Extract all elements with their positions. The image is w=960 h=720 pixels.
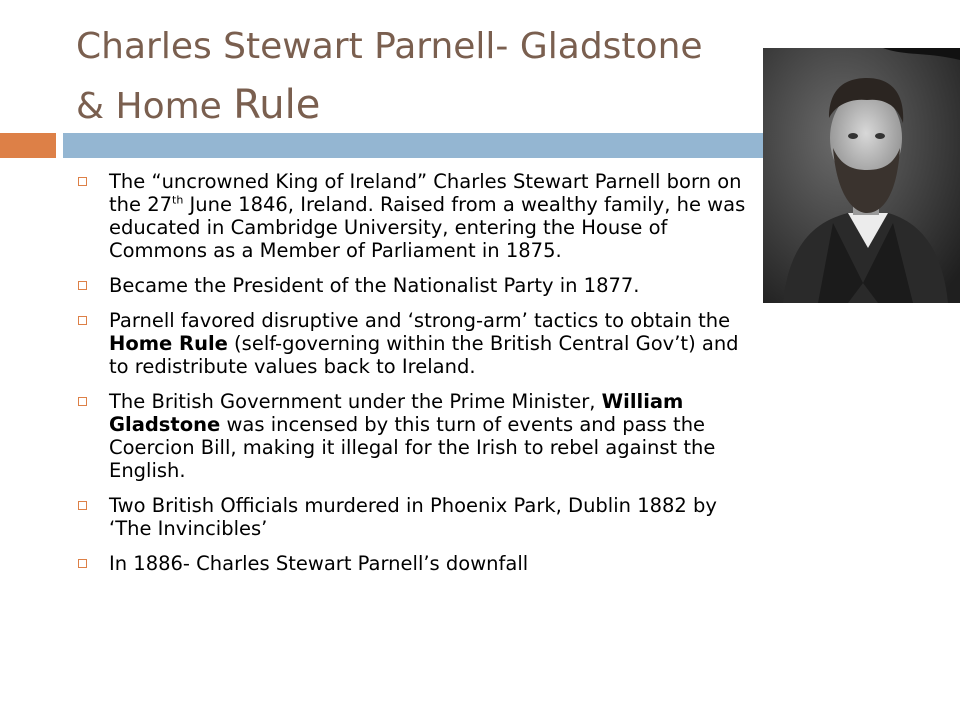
bullet-text-cont: (self-governing within the British Central Gov’t) and to redistribute values back to Ireland.: [109, 332, 739, 378]
title-line-2-part-a: & Home: [76, 86, 234, 127]
bullet-square-icon: [78, 397, 87, 406]
bullet-text: Became the President of the Nationalist Party in 1877.: [109, 274, 640, 297]
title-line-2-part-b: Rule: [233, 82, 321, 128]
bullet-text-cont: was incensed by this turn of events and pass the Coercion Bill, making it illegal for the Irish to rebel against the English.: [109, 413, 716, 482]
bullet-text: The “uncrowned King of Ireland” Charles Stewart Parnell born on the 27: [109, 170, 742, 216]
slide-title: [76, 18, 756, 136]
bullet-bold-text: Home Rule: [109, 332, 228, 355]
bullet-list: [76, 170, 756, 587]
portrait-photo: [763, 48, 960, 303]
bullet-text: Two British Officials murdered in Phoenix Park, Dublin 1882 by ‘The Invincibles’: [109, 494, 717, 540]
bullet-text-cont: June 1846, Ireland. Raised from a wealthy family, he was educated in Cambridge University, entering the House of Commons as a Member of Parliament in 1875.: [109, 193, 746, 262]
bullet-square-icon: [78, 501, 87, 510]
list-item: [76, 494, 756, 540]
portrait-illustration: [763, 48, 960, 303]
bullet-square-icon: [78, 281, 87, 290]
bullet-bold-text: William Gladstone: [109, 390, 684, 436]
bullet-text: Parnell favored disruptive and ‘strong-arm’ tactics to obtain the: [109, 309, 731, 332]
bullet-square-icon: [78, 559, 87, 568]
list-item: [76, 309, 756, 378]
accent-bar-orange: [0, 133, 56, 158]
title-line-1: Charles Stewart Parnell- Gladstone: [76, 26, 703, 67]
bullet-square-icon: [78, 316, 87, 325]
bullet-text: In 1886- Charles Stewart Parnell’s downfall: [109, 552, 529, 575]
bullet-text: The British Government under the Prime Minister,: [109, 390, 602, 413]
list-item: [76, 552, 756, 575]
list-item: [76, 390, 756, 482]
bullet-square-icon: [78, 177, 87, 186]
title-line-2: [76, 76, 756, 136]
bullet-superscript: th: [172, 193, 184, 207]
list-item: [76, 170, 756, 262]
list-item: [76, 274, 756, 297]
